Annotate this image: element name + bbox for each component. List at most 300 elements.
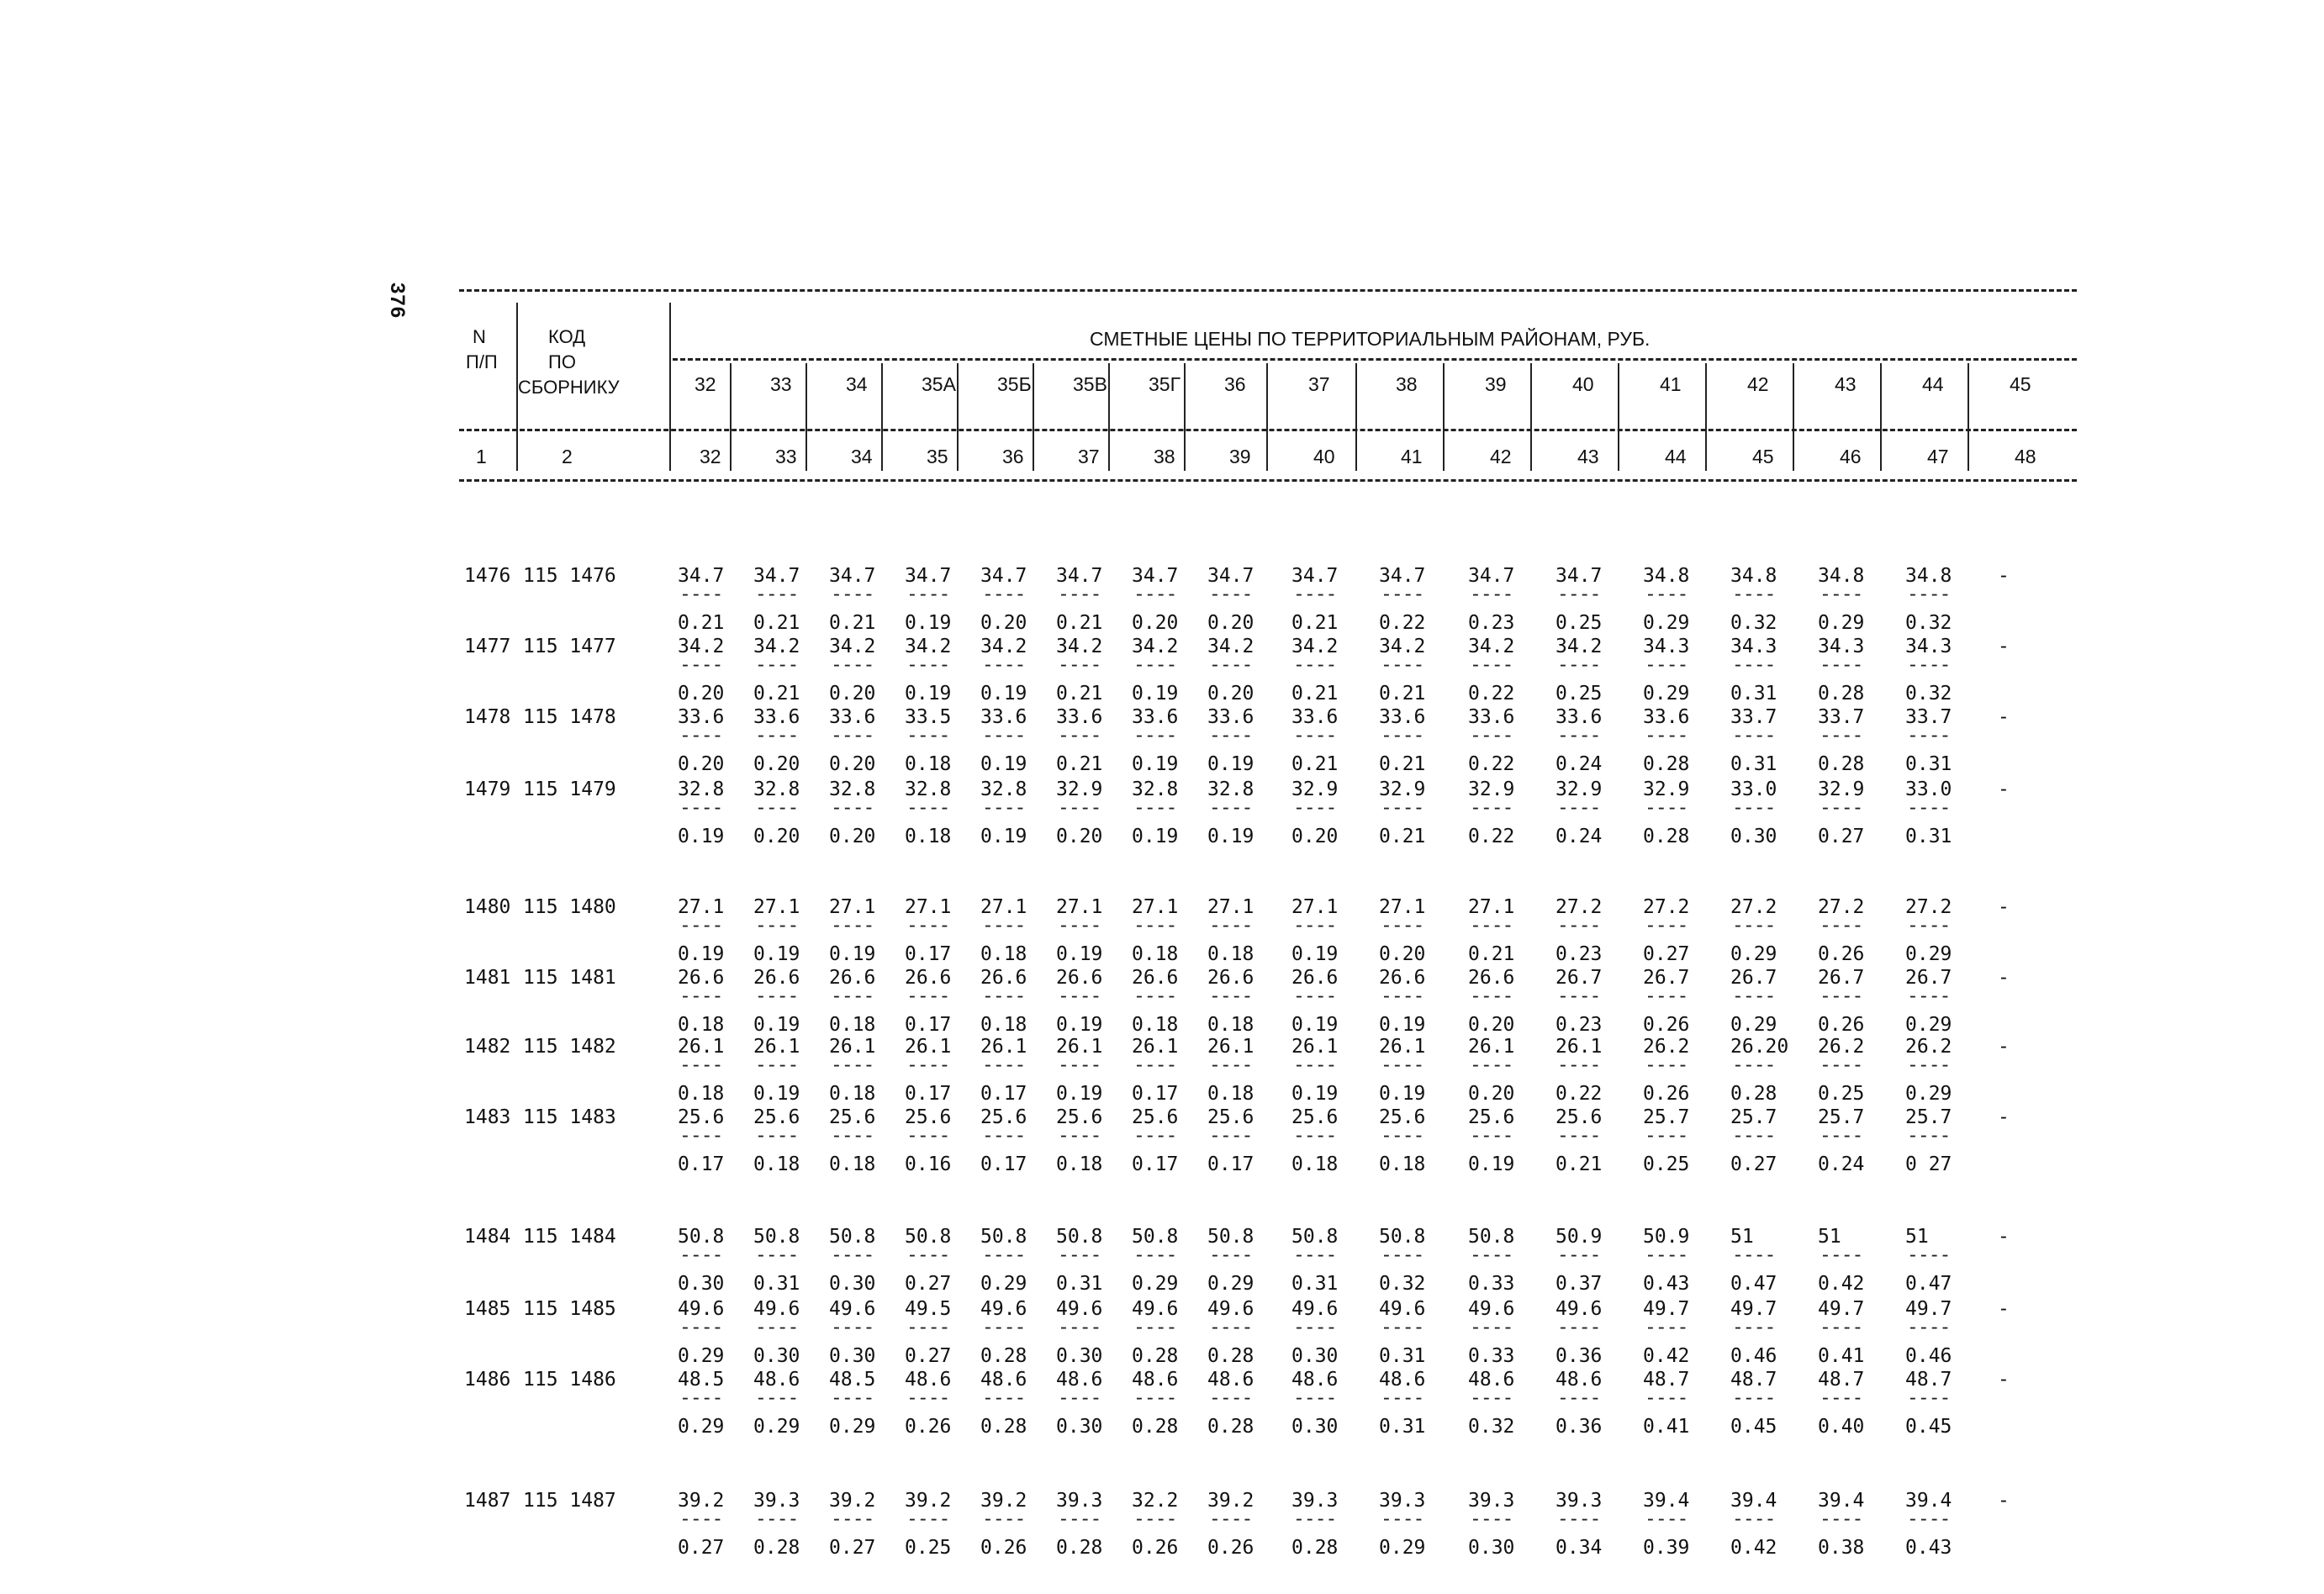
labor-value: 0.23 — [1555, 943, 1603, 965]
fraction-line: ---- — [906, 1317, 950, 1338]
price-value: 27.2 — [1730, 896, 1777, 918]
price-value: 34.3 — [1643, 636, 1690, 657]
header-colnum: 43 — [1577, 446, 1599, 467]
fraction-line: ---- — [831, 915, 874, 937]
fraction-line: ---- — [982, 985, 1026, 1007]
labor-value: 0.19 — [1291, 943, 1339, 965]
labor-value: 0.43 — [1905, 1537, 1952, 1559]
fraction-line: ---- — [1557, 1317, 1601, 1338]
fraction-line: ---- — [1209, 583, 1253, 605]
fraction-line: ---- — [1732, 654, 1776, 676]
labor-value: 0.19 — [1132, 826, 1179, 847]
price-value: 25.6 — [1468, 1106, 1515, 1128]
price-value: - — [1998, 636, 2010, 657]
labor-value: 0.29 — [980, 1273, 1027, 1295]
price-value: 26.7 — [1730, 967, 1777, 989]
price-value: 34.2 — [1379, 636, 1426, 657]
labor-value: 0.19 — [1291, 1014, 1339, 1036]
fraction-line: ---- — [1470, 797, 1513, 819]
price-value: 39.2 — [1207, 1490, 1254, 1512]
fraction-line: ---- — [1732, 583, 1776, 605]
price-value: 50.8 — [1468, 1226, 1515, 1248]
labor-value: 0.19 — [1056, 1083, 1103, 1105]
row-number: 1481 — [464, 967, 511, 989]
labor-value: 0.29 — [1905, 1014, 1952, 1036]
labor-value: 0.18 — [980, 943, 1027, 965]
fraction-line: ---- — [982, 654, 1026, 676]
labor-value: 0.20 — [1132, 612, 1179, 634]
labor-value: 0.18 — [678, 1083, 725, 1105]
fraction-line: ---- — [982, 583, 1026, 605]
labor-value: 0.30 — [1468, 1537, 1515, 1559]
price-value: 39.3 — [1468, 1490, 1515, 1512]
fraction-line: ---- — [679, 1054, 723, 1076]
price-value: 33.0 — [1905, 779, 1952, 800]
fraction-line: ---- — [679, 1317, 723, 1338]
fraction-line: ---- — [1470, 1317, 1513, 1338]
price-value: 50.8 — [905, 1226, 952, 1248]
price-value: 25.7 — [1730, 1106, 1777, 1128]
fraction-line: ---- — [1470, 1125, 1513, 1147]
price-value: 34.8 — [1905, 565, 1952, 587]
labor-value: 0.19 — [1132, 753, 1179, 775]
price-value: 26.20 — [1730, 1036, 1789, 1058]
labor-value: 0.20 — [1468, 1083, 1515, 1105]
fraction-line: ---- — [1209, 1244, 1253, 1266]
labor-value: 0.25 — [905, 1537, 952, 1559]
fraction-line: ---- — [1557, 583, 1601, 605]
price-value: 50.8 — [1207, 1226, 1254, 1248]
price-value: 33.6 — [753, 706, 800, 728]
labor-value: 0.18 — [1207, 1083, 1254, 1105]
fraction-line: ---- — [1732, 1317, 1776, 1338]
price-value: 32.9 — [1555, 779, 1603, 800]
price-value: 33.6 — [1555, 706, 1603, 728]
price-value: 26.1 — [829, 1036, 876, 1058]
labor-value: 0.31 — [1379, 1345, 1426, 1367]
header-separator — [1618, 363, 1619, 471]
fraction-line: ---- — [755, 1125, 799, 1147]
labor-value: 0.21 — [1056, 753, 1103, 775]
labor-value: 0.46 — [1730, 1345, 1777, 1367]
labor-value: 0.18 — [1207, 943, 1254, 965]
labor-value: 0.21 — [1291, 612, 1339, 634]
price-value: 51 — [1730, 1226, 1754, 1248]
fraction-line: ---- — [1133, 725, 1177, 747]
header-bottom-rule — [459, 479, 2077, 482]
labor-value: 0.25 — [1555, 612, 1603, 634]
price-value: 26.6 — [829, 967, 876, 989]
labor-value: 0.29 — [1643, 612, 1690, 634]
labor-value: 0.28 — [1132, 1416, 1179, 1438]
fraction-line: ---- — [1907, 1387, 1951, 1409]
header-code-label: ПО — [548, 351, 576, 372]
row-number: 1485 — [464, 1298, 511, 1320]
labor-value: 0.29 — [1132, 1273, 1179, 1295]
labor-value: 0.47 — [1905, 1273, 1952, 1295]
price-value: 32.8 — [1132, 779, 1179, 800]
price-value: 27.2 — [1643, 896, 1690, 918]
row-number: 1480 — [464, 896, 511, 918]
price-value: 34.7 — [1056, 565, 1103, 587]
price-value: 49.7 — [1643, 1298, 1690, 1320]
price-value: 25.6 — [1056, 1106, 1103, 1128]
price-value: 25.6 — [980, 1106, 1027, 1128]
fraction-line: ---- — [831, 797, 874, 819]
fraction-line: ---- — [1058, 1054, 1101, 1076]
fraction-line: ---- — [1058, 654, 1101, 676]
labor-value: 0.17 — [1207, 1153, 1254, 1175]
fraction-line: ---- — [1820, 1054, 1863, 1076]
header-region: 35В — [1073, 373, 1107, 395]
price-value: 49.7 — [1905, 1298, 1952, 1320]
price-value: 27.1 — [1379, 896, 1426, 918]
price-value: 39.2 — [980, 1490, 1027, 1512]
price-value: - — [1998, 1226, 2010, 1248]
header-separator — [1530, 363, 1532, 471]
fraction-line: ---- — [1381, 654, 1424, 676]
price-value: 32.8 — [753, 779, 800, 800]
price-value: 49.6 — [1291, 1298, 1339, 1320]
labor-value: 0.20 — [1207, 612, 1254, 634]
row-number: 1486 — [464, 1369, 511, 1391]
header-separator — [1108, 363, 1110, 471]
price-value: 32.9 — [1379, 779, 1426, 800]
price-value: 26.1 — [1555, 1036, 1603, 1058]
fraction-line: ---- — [1645, 1387, 1688, 1409]
labor-value: 0.29 — [678, 1416, 725, 1438]
fraction-line: ---- — [1209, 985, 1253, 1007]
fraction-line: ---- — [755, 1317, 799, 1338]
price-value: 26.1 — [678, 1036, 725, 1058]
fraction-line: ---- — [1557, 1125, 1601, 1147]
price-value: 25.6 — [905, 1106, 952, 1128]
price-value: 49.6 — [1207, 1298, 1254, 1320]
labor-value: 0.31 — [1905, 753, 1952, 775]
labor-value: 0.21 — [753, 612, 800, 634]
header-separator — [805, 363, 807, 471]
fraction-line: ---- — [831, 654, 874, 676]
fraction-line: ---- — [1645, 654, 1688, 676]
price-value: 33.7 — [1905, 706, 1952, 728]
fraction-line: ---- — [1381, 1244, 1424, 1266]
labor-value: 0.19 — [753, 1083, 800, 1105]
header-colnum: 45 — [1752, 446, 1774, 467]
price-value: 26.6 — [1468, 967, 1515, 989]
labor-value: 0.28 — [1207, 1345, 1254, 1367]
fraction-line: ---- — [679, 797, 723, 819]
header-colnum: 48 — [2015, 446, 2036, 467]
fraction-line: ---- — [831, 1508, 874, 1530]
header-colnum: 2 — [562, 446, 573, 467]
labor-value: 0.28 — [980, 1345, 1027, 1367]
header-region: 35Г — [1149, 373, 1181, 395]
labor-value: 0.30 — [829, 1345, 876, 1367]
price-value: 39.3 — [1555, 1490, 1603, 1512]
price-value: 50.8 — [1132, 1226, 1179, 1248]
fraction-line: ---- — [1293, 725, 1337, 747]
fraction-line: ---- — [1133, 1317, 1177, 1338]
price-value: 48.6 — [1379, 1369, 1426, 1391]
labor-value: 0.19 — [905, 612, 952, 634]
price-value: - — [1998, 967, 2010, 989]
labor-value: 0.21 — [1291, 683, 1339, 705]
fraction-line: ---- — [1381, 1387, 1424, 1409]
labor-value: 0.19 — [678, 943, 725, 965]
labor-value: 0.17 — [905, 943, 952, 965]
price-value: 32.9 — [1818, 779, 1865, 800]
fraction-line: ---- — [1820, 797, 1863, 819]
labor-value: 0.19 — [1056, 943, 1103, 965]
fraction-line: ---- — [1058, 915, 1101, 937]
labor-value: 0.42 — [1643, 1345, 1690, 1367]
fraction-line: ---- — [1381, 1317, 1424, 1338]
price-value: 25.6 — [678, 1106, 725, 1128]
fraction-line: ---- — [1907, 1508, 1951, 1530]
labor-value: 0.19 — [980, 683, 1027, 705]
price-value: 50.8 — [1379, 1226, 1426, 1248]
labor-value: 0.25 — [1555, 683, 1603, 705]
price-value: 33.6 — [1056, 706, 1103, 728]
labor-value: 0.40 — [1818, 1416, 1865, 1438]
labor-value: 0.17 — [905, 1083, 952, 1105]
price-value: 26.1 — [1379, 1036, 1426, 1058]
price-value: 26.1 — [1207, 1036, 1254, 1058]
fraction-line: ---- — [1209, 1054, 1253, 1076]
row-code: 115 1487 — [523, 1490, 616, 1512]
fraction-line: ---- — [1557, 985, 1601, 1007]
labor-value: 0.37 — [1555, 1273, 1603, 1295]
price-value: 32.8 — [980, 779, 1027, 800]
fraction-line: ---- — [1732, 915, 1776, 937]
fraction-line: ---- — [1907, 1125, 1951, 1147]
fraction-line: ---- — [1732, 1125, 1776, 1147]
price-value: 49.6 — [678, 1298, 725, 1320]
price-value: 26.6 — [1132, 967, 1179, 989]
price-value: 25.6 — [1291, 1106, 1339, 1128]
price-value: 50.9 — [1555, 1226, 1603, 1248]
labor-value: 0.17 — [980, 1083, 1027, 1105]
fraction-line: ---- — [982, 1125, 1026, 1147]
labor-value: 0.28 — [1643, 826, 1690, 847]
labor-value: 0.32 — [1905, 612, 1952, 634]
price-value: 48.7 — [1730, 1369, 1777, 1391]
labor-value: 0.19 — [1056, 1014, 1103, 1036]
labor-value: 0.30 — [1056, 1416, 1103, 1438]
fraction-line: ---- — [1058, 725, 1101, 747]
price-value: 39.2 — [678, 1490, 725, 1512]
price-value: 49.6 — [1132, 1298, 1179, 1320]
price-value: 49.6 — [1379, 1298, 1426, 1320]
labor-value: 0.27 — [1818, 826, 1865, 847]
labor-value: 0.21 — [678, 612, 725, 634]
labor-value: 0.18 — [1207, 1014, 1254, 1036]
fraction-line: ---- — [1645, 1317, 1688, 1338]
header-separator — [669, 303, 671, 471]
price-value: 33.6 — [1643, 706, 1690, 728]
row-code: 115 1486 — [523, 1369, 616, 1391]
price-value: 48.6 — [1291, 1369, 1339, 1391]
labor-value: 0.19 — [1207, 753, 1254, 775]
labor-value: 0.29 — [1818, 612, 1865, 634]
header-code-label: СБОРНИКУ — [518, 377, 620, 398]
labor-value: 0.28 — [1291, 1537, 1339, 1559]
fraction-line: ---- — [1293, 654, 1337, 676]
price-value: 34.7 — [1132, 565, 1179, 587]
labor-value: 0.20 — [1379, 943, 1426, 965]
price-value: 50.8 — [1056, 1226, 1103, 1248]
price-value: 48.6 — [1056, 1369, 1103, 1391]
price-value: 39.3 — [1056, 1490, 1103, 1512]
price-value: 34.3 — [1818, 636, 1865, 657]
labor-value: 0.19 — [1379, 1014, 1426, 1036]
header-region: 45 — [2010, 373, 2031, 395]
fraction-line: ---- — [1907, 654, 1951, 676]
price-value: 48.6 — [753, 1369, 800, 1391]
row-number: 1487 — [464, 1490, 511, 1512]
price-value: 26.6 — [905, 967, 952, 989]
labor-value: 0.26 — [1818, 943, 1865, 965]
labor-value: 0.36 — [1555, 1345, 1603, 1367]
fraction-line: ---- — [1470, 1387, 1513, 1409]
labor-value: 0.25 — [1818, 1083, 1865, 1105]
labor-value: 0.31 — [1905, 826, 1952, 847]
labor-value: 0.24 — [1555, 753, 1603, 775]
labor-value: 0.19 — [1291, 1083, 1339, 1105]
price-value: 49.7 — [1818, 1298, 1865, 1320]
labor-value: 0.30 — [829, 1273, 876, 1295]
price-value: 34.2 — [1291, 636, 1339, 657]
labor-value: 0.29 — [829, 1416, 876, 1438]
labor-value: 0.20 — [1207, 683, 1254, 705]
price-value: 27.1 — [980, 896, 1027, 918]
fraction-line: ---- — [906, 985, 950, 1007]
labor-value: 0.28 — [753, 1537, 800, 1559]
fraction-line: ---- — [906, 1054, 950, 1076]
labor-value: 0.20 — [829, 826, 876, 847]
fraction-line: ---- — [1133, 1054, 1177, 1076]
fraction-line: ---- — [1907, 1054, 1951, 1076]
labor-value: 0.27 — [1643, 943, 1690, 965]
header-region: 32 — [695, 373, 716, 395]
labor-value: 0.29 — [1905, 1083, 1952, 1105]
price-value: 32.9 — [1291, 779, 1339, 800]
price-value: 34.7 — [829, 565, 876, 587]
labor-value: 0.29 — [1643, 683, 1690, 705]
price-value: 26.6 — [678, 967, 725, 989]
header-region: 42 — [1747, 373, 1769, 395]
price-value: 48.7 — [1905, 1369, 1952, 1391]
fraction-line: ---- — [1209, 654, 1253, 676]
labor-value: 0.26 — [1818, 1014, 1865, 1036]
fraction-line: ---- — [1133, 583, 1177, 605]
labor-value: 0.29 — [1730, 1014, 1777, 1036]
fraction-line: ---- — [755, 725, 799, 747]
price-value: 34.7 — [980, 565, 1027, 587]
labor-value: 0.30 — [678, 1273, 725, 1295]
labor-value: 0.17 — [678, 1153, 725, 1175]
labor-value: 0.20 — [678, 753, 725, 775]
fraction-line: ---- — [1058, 583, 1101, 605]
header-colnum: 46 — [1840, 446, 1862, 467]
fraction-line: ---- — [1557, 1508, 1601, 1530]
fraction-line: ---- — [679, 1125, 723, 1147]
price-value: - — [1998, 1036, 2010, 1058]
labor-value: 0.19 — [980, 826, 1027, 847]
labor-value: 0.30 — [1291, 1416, 1339, 1438]
labor-value: 0.19 — [905, 683, 952, 705]
header-mid-rule — [459, 429, 2077, 431]
row-number: 1479 — [464, 779, 511, 800]
price-value: 25.7 — [1905, 1106, 1952, 1128]
labor-value: 0.20 — [753, 753, 800, 775]
price-value: - — [1998, 1106, 2010, 1128]
fraction-line: ---- — [982, 915, 1026, 937]
price-value: 26.6 — [980, 967, 1027, 989]
labor-value: 0.30 — [1056, 1345, 1103, 1367]
labor-value: 0.25 — [1643, 1153, 1690, 1175]
fraction-line: ---- — [831, 583, 874, 605]
labor-value: 0.18 — [905, 826, 952, 847]
price-value: 34.2 — [1132, 636, 1179, 657]
labor-value: 0.26 — [1643, 1083, 1690, 1105]
labor-value: 0.18 — [829, 1014, 876, 1036]
fraction-line: ---- — [755, 1054, 799, 1076]
labor-value: 0.19 — [1379, 1083, 1426, 1105]
fraction-line: ---- — [1293, 797, 1337, 819]
labor-value: 0.45 — [1730, 1416, 1777, 1438]
labor-value: 0.32 — [1905, 683, 1952, 705]
fraction-line: ---- — [1209, 797, 1253, 819]
price-value: 26.1 — [1291, 1036, 1339, 1058]
header-region: 38 — [1396, 373, 1418, 395]
header-colnum: 35 — [927, 446, 948, 467]
fraction-line: ---- — [1820, 654, 1863, 676]
labor-value: 0.19 — [980, 753, 1027, 775]
price-value: 51 — [1818, 1226, 1841, 1248]
row-number: 1484 — [464, 1226, 511, 1248]
labor-value: 0.32 — [1730, 612, 1777, 634]
price-value: 32.8 — [1207, 779, 1254, 800]
fraction-line: ---- — [1557, 1387, 1601, 1409]
fraction-line: ---- — [831, 1125, 874, 1147]
labor-value: 0.21 — [1555, 1153, 1603, 1175]
header-code-label: КОД — [548, 326, 586, 347]
fraction-line: ---- — [1381, 915, 1424, 937]
labor-value: 0.18 — [1132, 943, 1179, 965]
fraction-line: ---- — [1381, 725, 1424, 747]
fraction-line: ---- — [1820, 1317, 1863, 1338]
labor-value: 0.23 — [1468, 612, 1515, 634]
price-value: 32.9 — [1056, 779, 1103, 800]
price-value: 49.6 — [753, 1298, 800, 1320]
row-code: 115 1480 — [523, 896, 616, 918]
labor-value: 0.18 — [829, 1083, 876, 1105]
labor-value: 0 27 — [1905, 1153, 1952, 1175]
fraction-line: ---- — [679, 1387, 723, 1409]
price-value: 50.8 — [829, 1226, 876, 1248]
price-value: 48.6 — [1555, 1369, 1603, 1391]
price-value: 26.1 — [1056, 1036, 1103, 1058]
labor-value: 0.38 — [1818, 1537, 1865, 1559]
fraction-line: ---- — [1133, 1244, 1177, 1266]
labor-value: 0.21 — [1056, 683, 1103, 705]
labor-value: 0.28 — [1207, 1416, 1254, 1438]
price-value: 34.2 — [905, 636, 952, 657]
fraction-line: ---- — [1209, 1508, 1253, 1530]
price-value: 25.7 — [1818, 1106, 1865, 1128]
fraction-line: ---- — [755, 985, 799, 1007]
